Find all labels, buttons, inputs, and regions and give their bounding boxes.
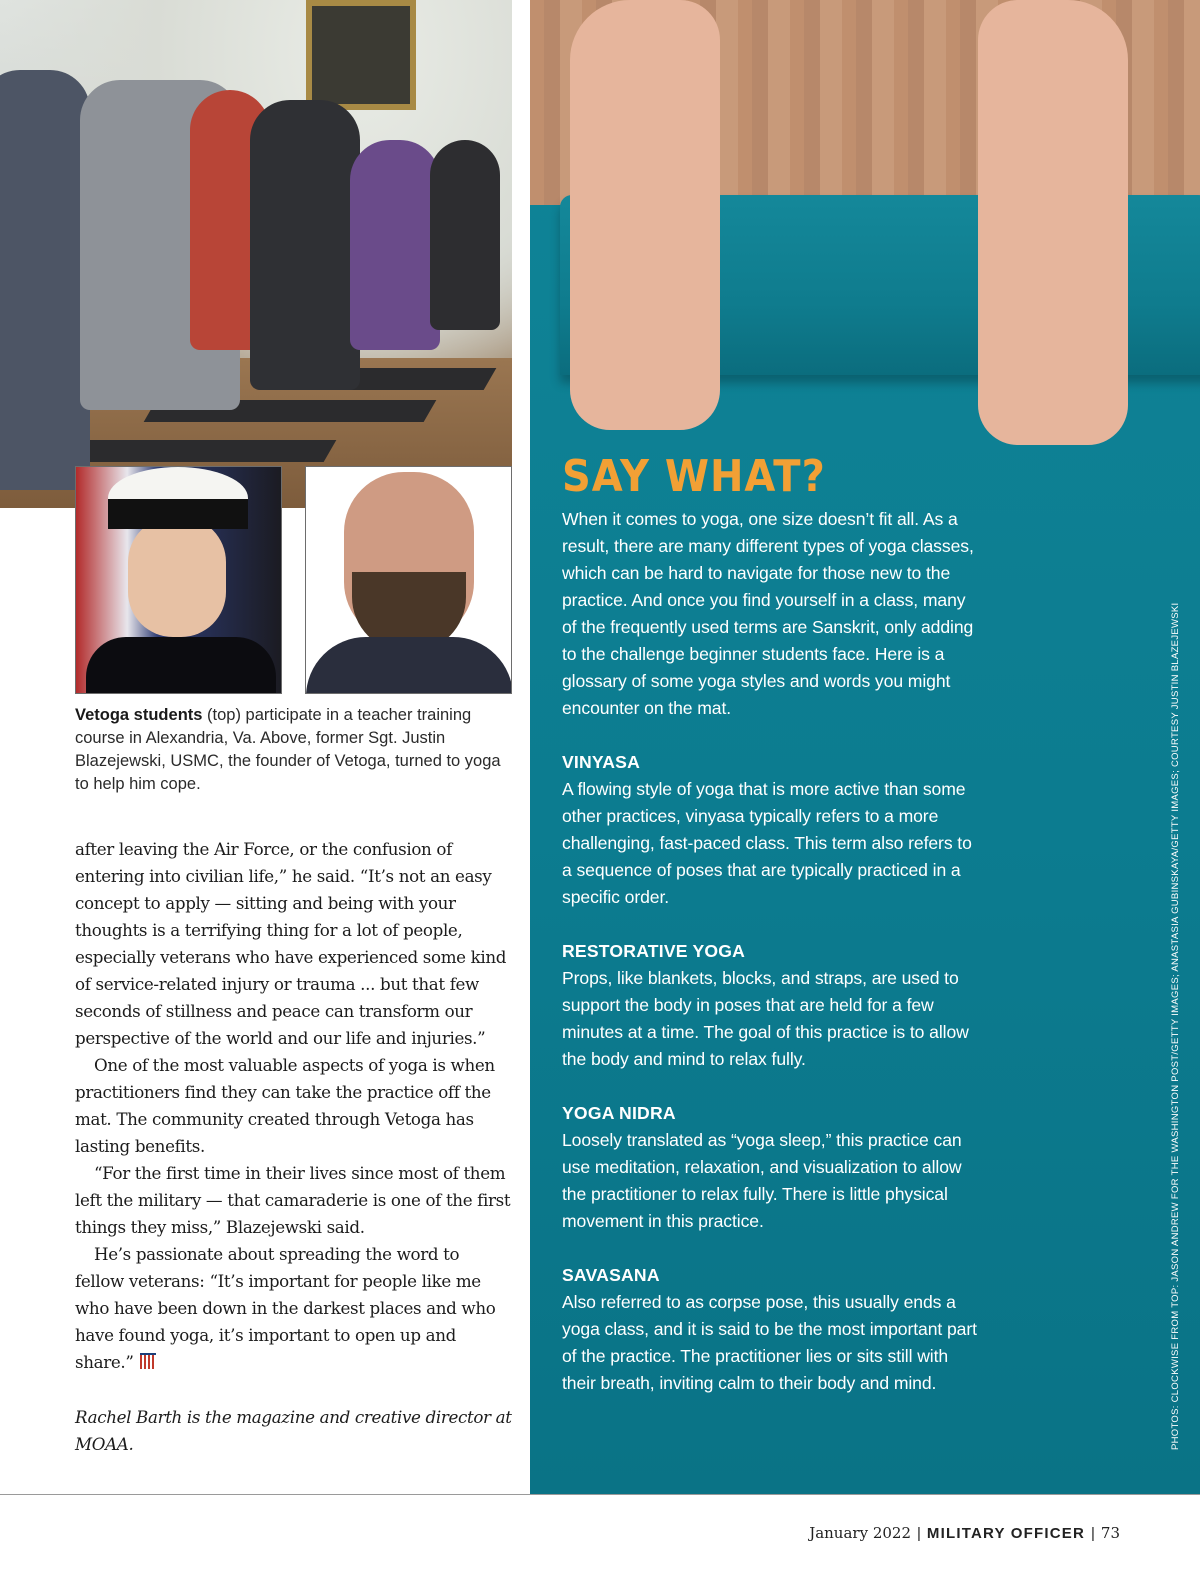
footer-rule: [0, 1494, 1200, 1495]
right-hand-image: [978, 0, 1128, 445]
body-paragraph-text: He’s passionate about spreading the word to fellow veterans: “It’s important for people like me who have been down in the darkest places and who have found yoga, it’s important to open up and share.”: [75, 1244, 496, 1372]
page-folio: [809, 1524, 1120, 1542]
wall-portrait: [306, 0, 416, 110]
glossary-term: VINYASA: [562, 752, 640, 772]
glossary-term: RESTORATIVE YOGA: [562, 941, 746, 961]
left-hand-image: [570, 0, 720, 430]
flag-end-mark-icon: [140, 1353, 156, 1369]
body-paragraph-last: [75, 1241, 511, 1376]
sidebar-title: SAY WHAT?: [562, 452, 826, 502]
body-paragraph: One of the most valuable aspects of yoga is when practitioners find they can take the practice off the mat. The community created through Vetoga has lasting benefits.: [75, 1055, 495, 1156]
caption-text: (top) participate in a teacher training course in Alexandria, Va. Above, former Sgt. Justin Blazejewski, USMC, the founder of Vetoga, turned to yoga to help him cope.: [75, 706, 501, 793]
sidebar-intro: When it comes to yoga, one size doesn’t fit all. As a result, there are many different types of yoga classes, which can be hard to navigate for those new to the practice. And once you find yourself in a class, many of the frequently used terms are Sanskrit, only adding to the challenge beginner students face. Here is a glossary of some yoga styles and words you might encounter on the mat.: [562, 509, 974, 718]
issue-date: January 2022: [809, 1524, 911, 1542]
glossary-entry: [562, 1100, 982, 1235]
glossary-term: SAVASANA: [562, 1265, 660, 1285]
glossary-sidebar: [530, 0, 1200, 1494]
glossary-entry: [562, 749, 982, 911]
author-byline: Rachel Barth is the magazine and creative director at MOAA.: [75, 1407, 512, 1454]
glossary-term: YOGA NIDRA: [562, 1103, 676, 1123]
caption-lead: Vetoga students: [75, 706, 203, 724]
body-paragraph: after leaving the Air Force, or the confusion of entering into civilian life,” he said. “It’s not an easy concept to apply — sitting and being with your thoughts is a terrifying thing for a lot of people, especially veterans who have experienced some kind of service-related injury or trauma ... but that few seconds of stillness and peace can transform our perspective of the world and our life and injuries.”: [75, 839, 507, 1048]
body-paragraph: “For the first time in their lives since most of them left the military — that camaraderie is one of the first things they miss,” Blazejewski said.: [75, 1163, 511, 1237]
glossary-content: [562, 450, 982, 1397]
glossary-definition: Also referred to as corpse pose, this usually ends a yoga class, and it is said to be the most important part of the practice. The practitioner lies or sits still with their breath, inviting calm to their body and mind.: [562, 1292, 977, 1393]
glossary-entry: [562, 1262, 982, 1397]
glossary-definition: Props, like blankets, blocks, and straps, are used to support the body in poses that are held for a few minutes at a time. The goal of this practice is to allow the body and mind to relax fully.: [562, 968, 969, 1069]
folio-separator: |: [1091, 1525, 1095, 1542]
glossary-definition: A flowing style of yoga that is more active than some other practices, vinyasa typically refers to a more challenging, fast-paced class. This term also refers to a sequence of poses that are typically practiced in a specific order.: [562, 779, 972, 907]
article-body: [75, 836, 511, 1376]
page-number: 73: [1100, 1524, 1120, 1542]
yoga-class-photo: [0, 0, 512, 508]
photo-credit: PHOTOS: CLOCKWISE FROM TOP: JASON ANDREW FOR THE WASHINGTON POST/GETTY IMAGES; ANASTASIA GUBINSKAYA/GETTY IMAGES; COURTESY JUSTIN BLAZEJEWSKI: [1170, 602, 1181, 1450]
magazine-name: MILITARY OFFICER: [926, 1525, 1085, 1542]
marine-portrait-photo: [75, 466, 282, 694]
glossary-definition: Loosely translated as “yoga sleep,” this practice can use meditation, relaxation, and visualization to allow the practitioner to relax fully. There is little physical movement in this practice.: [562, 1130, 962, 1231]
glossary-entry: [562, 938, 982, 1073]
founder-portrait-photo: [305, 466, 512, 694]
folio-separator: |: [917, 1525, 921, 1542]
photo-caption: [75, 704, 505, 796]
